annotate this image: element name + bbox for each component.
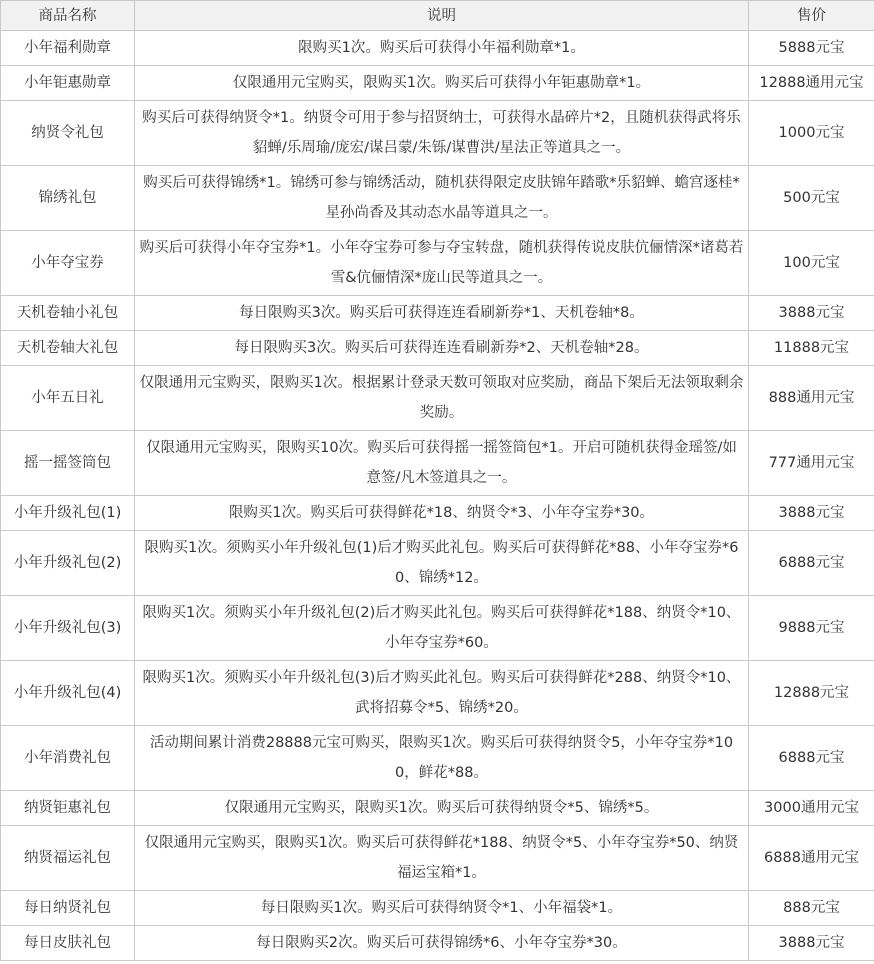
product-desc: 仅限通用元宝购买，限购买10次。购买后可获得摇一摇签筒包*1。开启可随机获得金瑶签/如意签/凡木签道具之一。 xyxy=(135,431,749,496)
product-price: 3888元宝 xyxy=(749,926,874,961)
product-price: 888通用元宝 xyxy=(749,366,874,431)
table-header-row xyxy=(1,1,874,31)
product-name: 锦绣礼包 xyxy=(1,166,135,231)
table-row xyxy=(1,891,874,926)
product-desc: 活动期间累计消费28888元宝可购买，限购买1次。购买后可获得纳贤令5，小年夺宝券*100，鲜花*88。 xyxy=(135,726,749,791)
product-price: 6888元宝 xyxy=(749,726,874,791)
table-row xyxy=(1,331,874,366)
product-desc: 每日限购买2次。购买后可获得锦绣*6、小年夺宝券*30。 xyxy=(135,926,749,961)
product-desc: 购买后可获得纳贤令*1。纳贤令可用于参与招贤纳士，可获得水晶碎片*2，且随机获得武将乐貂蝉/乐周瑜/庞宏/谋吕蒙/朱铄/谋曹洪/星法正等道具之一。 xyxy=(135,101,749,166)
table-row xyxy=(1,66,874,101)
table-row xyxy=(1,596,874,661)
product-name: 纳贤令礼包 xyxy=(1,101,135,166)
product-desc: 限购买1次。购买后可获得小年福利勋章*1。 xyxy=(135,31,749,66)
product-name: 纳贤钜惠礼包 xyxy=(1,791,135,826)
product-price: 777通用元宝 xyxy=(749,431,874,496)
table-row xyxy=(1,726,874,791)
product-name: 天机卷轴大礼包 xyxy=(1,331,135,366)
product-name: 小年五日礼 xyxy=(1,366,135,431)
table-row xyxy=(1,791,874,826)
product-name: 摇一摇签筒包 xyxy=(1,431,135,496)
header-name: 商品名称 xyxy=(1,1,135,31)
product-desc: 限购买1次。须购买小年升级礼包(2)后才购买此礼包。购买后可获得鲜花*188、纳贤令*10、小年夺宝券*60。 xyxy=(135,596,749,661)
table-row xyxy=(1,661,874,726)
product-desc: 每日限购买3次。购买后可获得连连看刷新券*1、天机卷轴*8。 xyxy=(135,296,749,331)
product-desc: 每日限购买1次。购买后可获得纳贤令*1、小年福袋*1。 xyxy=(135,891,749,926)
product-price: 100元宝 xyxy=(749,231,874,296)
table-row xyxy=(1,166,874,231)
product-name: 小年福利勋章 xyxy=(1,31,135,66)
product-desc: 限购买1次。须购买小年升级礼包(3)后才购买此礼包。购买后可获得鲜花*288、纳贤令*10、武将招募令*5、锦绣*20。 xyxy=(135,661,749,726)
table-row xyxy=(1,496,874,531)
product-price: 5888元宝 xyxy=(749,31,874,66)
product-price: 3888元宝 xyxy=(749,296,874,331)
table-row xyxy=(1,926,874,961)
product-price: 11888元宝 xyxy=(749,331,874,366)
product-desc: 仅限通用元宝购买，限购买1次。购买后可获得纳贤令*5、锦绣*5。 xyxy=(135,791,749,826)
product-name: 小年消费礼包 xyxy=(1,726,135,791)
table-row xyxy=(1,231,874,296)
product-desc: 每日限购买3次。购买后可获得连连看刷新券*2、天机卷轴*28。 xyxy=(135,331,749,366)
product-desc: 仅限通用元宝购买，限购买1次。根据累计登录天数可领取对应奖励，商品下架后无法领取剩余奖励。 xyxy=(135,366,749,431)
product-price: 9888元宝 xyxy=(749,596,874,661)
product-desc: 限购买1次。购买后可获得鲜花*18、纳贤令*3、小年夺宝券*30。 xyxy=(135,496,749,531)
product-desc: 限购买1次。须购买小年升级礼包(1)后才购买此礼包。购买后可获得鲜花*88、小年夺宝券*60、锦绣*12。 xyxy=(135,531,749,596)
product-price: 6888元宝 xyxy=(749,531,874,596)
product-name: 每日纳贤礼包 xyxy=(1,891,135,926)
table-row xyxy=(1,296,874,331)
product-name: 纳贤福运礼包 xyxy=(1,826,135,891)
product-name: 天机卷轴小礼包 xyxy=(1,296,135,331)
table-row xyxy=(1,531,874,596)
product-price: 1000元宝 xyxy=(749,101,874,166)
table-row xyxy=(1,366,874,431)
product-price: 500元宝 xyxy=(749,166,874,231)
product-name: 小年夺宝券 xyxy=(1,231,135,296)
product-price: 6888通用元宝 xyxy=(749,826,874,891)
product-name: 小年升级礼包(2) xyxy=(1,531,135,596)
product-name: 小年升级礼包(4) xyxy=(1,661,135,726)
product-price: 3000通用元宝 xyxy=(749,791,874,826)
product-name: 小年升级礼包(3) xyxy=(1,596,135,661)
product-price: 12888通用元宝 xyxy=(749,66,874,101)
product-desc: 购买后可获得锦绣*1。锦绣可参与锦绣活动，随机获得限定皮肤锦年踏歌*乐貂蝉、蟾宫逐桂*星孙尚香及其动态水晶等道具之一。 xyxy=(135,166,749,231)
header-desc: 说明 xyxy=(135,1,749,31)
table-row xyxy=(1,31,874,66)
product-desc: 购买后可获得小年夺宝券*1。小年夺宝券可参与夺宝转盘，随机获得传说皮肤伉俪情深*诸葛若雪&伉俪情深*庞山民等道具之一。 xyxy=(135,231,749,296)
header-price: 售价 xyxy=(749,1,874,31)
table-row xyxy=(1,826,874,891)
product-name: 小年升级礼包(1) xyxy=(1,496,135,531)
product-price: 888元宝 xyxy=(749,891,874,926)
product-price: 12888元宝 xyxy=(749,661,874,726)
product-name: 每日皮肤礼包 xyxy=(1,926,135,961)
product-desc: 仅限通用元宝购买，限购买1次。购买后可获得鲜花*188、纳贤令*5、小年夺宝券*50、纳贤福运宝箱*1。 xyxy=(135,826,749,891)
table-row xyxy=(1,101,874,166)
product-price: 3888元宝 xyxy=(749,496,874,531)
product-desc: 仅限通用元宝购买，限购买1次。购买后可获得小年钜惠勋章*1。 xyxy=(135,66,749,101)
table-row xyxy=(1,431,874,496)
product-name: 小年钜惠勋章 xyxy=(1,66,135,101)
